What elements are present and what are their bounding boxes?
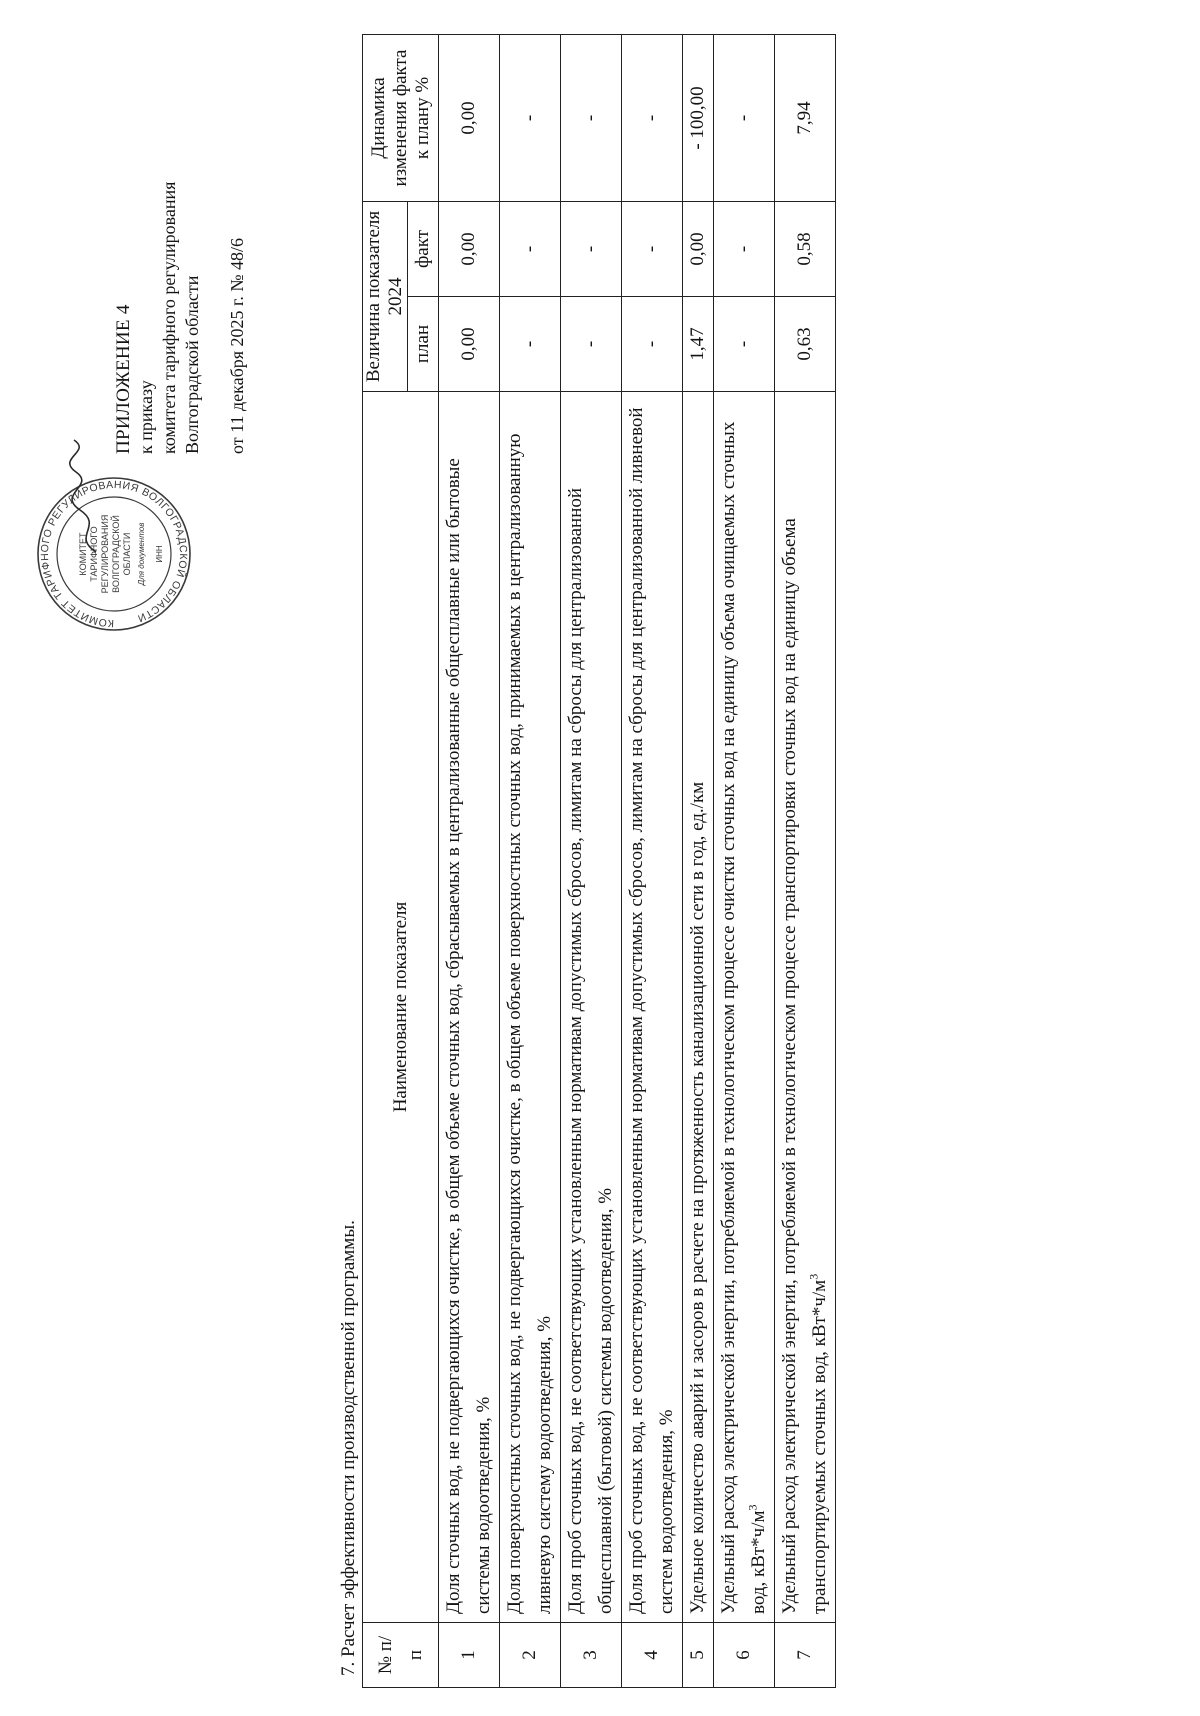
efficiency-table	[362, 34, 836, 1688]
seal-line: ВОЛГОГРАДСКОЙ	[111, 515, 121, 593]
seal-outer-text: КОМИТЕТ ТАРИФНОГО РЕГУЛИРОВАНИЯ ВОЛГОГРАДСКОЙ ОБЛАСТИ	[38, 478, 190, 630]
appendix-title: ПРИЛОЖЕНИЕ 4	[113, 304, 134, 454]
row-indicator-text: Удельный расход электрической энергии, потребляемой в технологическом процессе очистки сточных вод на единицу объема очищаемых сточных вод, кВт*ч/м	[718, 421, 769, 1614]
official-seal-icon	[34, 474, 194, 634]
row-plan-value: 1,47	[683, 297, 714, 392]
table-row	[561, 35, 622, 1688]
row-indicator-name: Доля проб сточных вод, не соответствующих установленным нормативам допустимых сбросов, лимитам на сбросы для централизованной общесплавной (бытовой) системы водоотведения, %	[561, 392, 622, 1623]
col-header-dynamics: Динамика изменения факта к плану %	[363, 35, 439, 202]
table-row	[500, 35, 561, 1688]
row-plan-value: 0,63	[775, 297, 836, 392]
seal-bottom-text: ИНН	[155, 545, 164, 563]
row-number: 2	[500, 1623, 561, 1688]
row-fact-value: -	[561, 202, 622, 297]
row-dynamics-value: -	[714, 35, 775, 202]
row-indicator-name: Доля поверхностных сточных вод, не подвергающихся очистке, в общем объеме поверхностных сточных вод, принимаемых в централизованную ливневую систему водоотведения, %	[500, 392, 561, 1623]
row-fact-value: 0,00	[683, 202, 714, 297]
table-row	[622, 35, 683, 1688]
table-row	[714, 35, 775, 1688]
row-plan-value: -	[500, 297, 561, 392]
row-fact-value: -	[714, 202, 775, 297]
row-number: 4	[622, 1623, 683, 1688]
row-plan-value: -	[622, 297, 683, 392]
row-indicator-name	[775, 392, 836, 1623]
order-line: к приказу	[136, 380, 156, 454]
seal-line: Для документов	[137, 522, 146, 586]
row-indicator-name: Удельное количество аварий и засоров в расчете на протяженность канализационной сети в год, ед./км	[683, 392, 714, 1623]
row-dynamics-value: 0,00	[439, 35, 500, 202]
row-fact-value: 0,58	[775, 202, 836, 297]
row-plan-value: -	[714, 297, 775, 392]
row-number: 6	[714, 1623, 775, 1688]
row-number: 3	[561, 1623, 622, 1688]
section-title: 7. Расчет эффективности производственной программы.	[338, 1220, 359, 1676]
unit-superscript: 3	[745, 1504, 760, 1511]
row-dynamics-value: -	[622, 35, 683, 202]
row-indicator-name: Доля проб сточных вод, не соответствующих установленным нормативам допустимых сбросов, лимитам на сбросы для централизованной ливневой систем водоотведения, %	[622, 392, 683, 1623]
order-date-line: от 11 декабря 2025 г. № 48/6	[227, 237, 247, 454]
row-dynamics-value: -	[561, 35, 622, 202]
table-header-row	[363, 35, 408, 1688]
col-header-plan: план	[408, 297, 439, 392]
unit-superscript: 3	[806, 1273, 821, 1280]
seal-line: ТАРИФНОГО	[89, 526, 99, 582]
row-plan-value: 0,00	[439, 297, 500, 392]
col-header-value-group: Величина показателя 2024	[363, 202, 408, 392]
row-indicator-name	[714, 392, 775, 1623]
row-number: 5	[683, 1623, 714, 1688]
seal-line: ОБЛАСТИ	[122, 532, 132, 576]
row-fact-value: -	[500, 202, 561, 297]
col-header-name: Наименование показателя	[363, 392, 439, 1623]
row-indicator-name: Доля сточных вод, не подвергающихся очистке, в общем объеме сточных вод, сбрасываемых в централизованные общесплавные или бытовые системы водоотведения, %	[439, 392, 500, 1623]
row-indicator-text: Удельный расход электрической энергии, потребляемой в технологическом процессе транспортировки сточных вод на единицу объема транспортируемых сточных вод, кВт*ч/м	[779, 518, 830, 1614]
row-number: 1	[439, 1623, 500, 1688]
table-row	[439, 35, 500, 1688]
seal-line: РЕГУЛИРОВАНИЯ	[100, 514, 110, 594]
seal-line: КОМИТЕТ	[78, 532, 88, 576]
table-row	[775, 35, 836, 1688]
row-fact-value: 0,00	[439, 202, 500, 297]
row-dynamics-value: - 100,00	[683, 35, 714, 202]
region-line: Волгоградской области	[182, 275, 202, 454]
row-fact-value: -	[622, 202, 683, 297]
col-header-fact: факт	[408, 202, 439, 297]
row-number: 7	[775, 1623, 836, 1688]
row-dynamics-value: 7,94	[775, 35, 836, 202]
signature-icon	[66, 436, 106, 556]
appendix-header	[112, 14, 249, 454]
committee-line: комитета тарифного регулирования	[159, 181, 179, 454]
row-plan-value: -	[561, 297, 622, 392]
row-dynamics-value: -	[500, 35, 561, 202]
col-header-number: № п/п	[363, 1623, 439, 1688]
table-row	[683, 35, 714, 1688]
